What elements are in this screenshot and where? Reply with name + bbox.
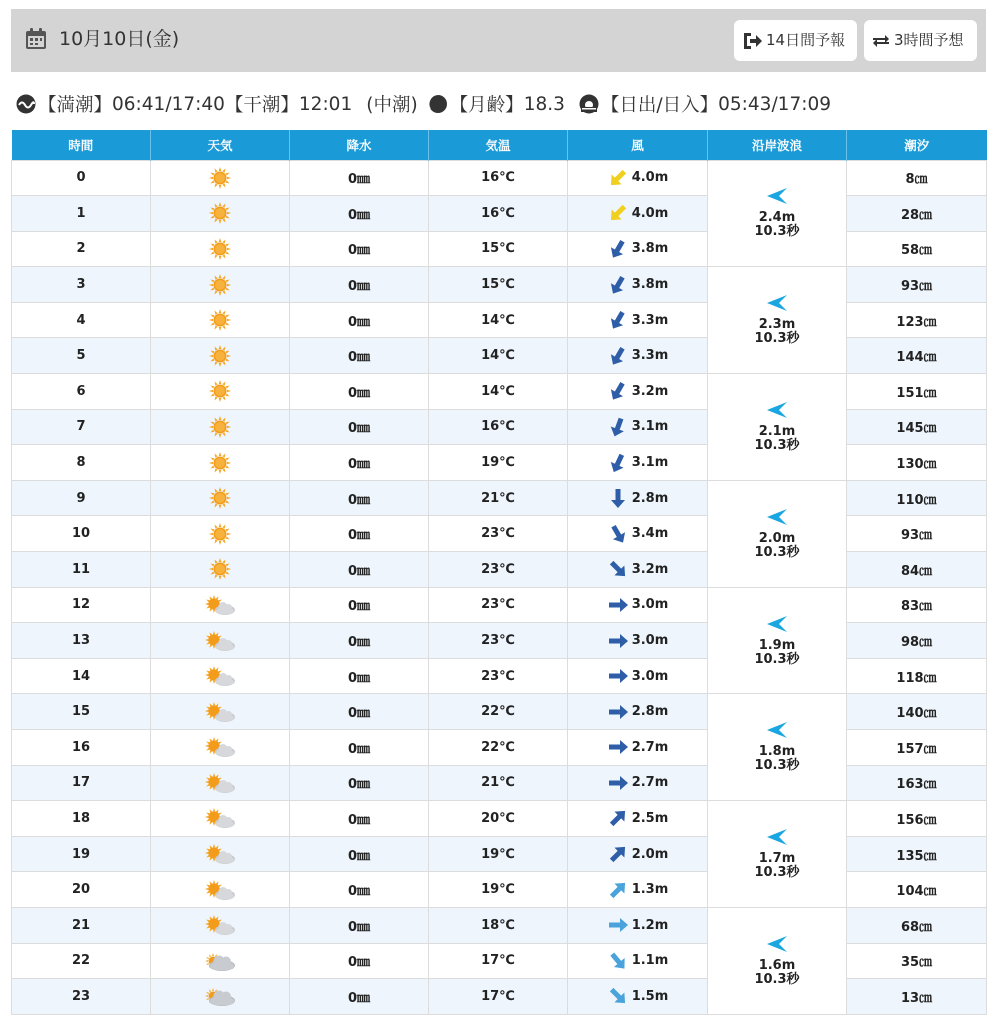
tide-wave-icon	[16, 94, 36, 114]
hour-cell: 15	[12, 694, 151, 730]
hour-cell: 17	[12, 765, 151, 801]
weather-cell	[151, 196, 290, 232]
temp-cell: 14℃	[429, 338, 568, 374]
sunny-icon	[209, 452, 231, 474]
weather-cell	[151, 801, 290, 837]
wave-period: 10.3秒	[754, 758, 800, 774]
hour-cell: 23	[12, 979, 151, 1015]
wave-cell	[708, 267, 847, 374]
partly-cloudy-icon	[204, 772, 236, 794]
wave-height: 1.9m	[758, 637, 796, 653]
precip-cell: 0㎜	[290, 409, 429, 445]
precip-cell: 0㎜	[290, 694, 429, 730]
wave-direction-icon	[766, 828, 788, 846]
hour-cell: 21	[12, 907, 151, 943]
weather-cell	[151, 623, 290, 659]
wind-speed: 3.1m	[631, 455, 669, 471]
wind-speed: 3.3m	[631, 312, 669, 328]
wind-direction-icon	[607, 701, 629, 723]
hour-cell: 9	[12, 480, 151, 516]
hour-cell: 1	[12, 196, 151, 232]
wave-height: 1.8m	[758, 744, 796, 760]
wave-height: 2.4m	[758, 210, 796, 226]
sunny-icon	[209, 274, 231, 296]
wave-cell	[708, 907, 847, 1014]
wind-speed: 3.3m	[631, 348, 669, 364]
weather-cell	[151, 907, 290, 943]
weather-cell	[151, 231, 290, 267]
wind-speed: 2.7m	[631, 775, 669, 791]
wind-speed: 1.5m	[631, 988, 669, 1004]
temp-cell: 23℃	[429, 516, 568, 552]
wave-direction-icon	[766, 294, 788, 312]
hour-cell: 19	[12, 836, 151, 872]
weather-cell	[151, 730, 290, 766]
sunny-icon	[209, 345, 231, 367]
weather-cell	[151, 302, 290, 338]
wind-cell	[568, 765, 708, 801]
wind-cell	[568, 480, 708, 516]
wind-speed: 3.8m	[631, 277, 669, 293]
calendar-icon	[25, 28, 47, 50]
hour-cell: 6	[12, 374, 151, 410]
precip-cell: 0㎜	[290, 801, 429, 837]
wind-direction-icon	[607, 950, 629, 972]
moon-age-value: 18.3	[523, 93, 565, 115]
temp-cell: 21℃	[429, 765, 568, 801]
temp-cell: 19℃	[429, 872, 568, 908]
tide-cell: 156㎝	[847, 801, 987, 837]
precip-cell: 0㎜	[290, 836, 429, 872]
table-row	[12, 480, 987, 516]
temp-cell: 17℃	[429, 979, 568, 1015]
wind-direction-icon	[607, 452, 629, 474]
wind-direction-icon	[607, 879, 629, 901]
column-header-temp: 気温	[429, 130, 568, 160]
wave-direction-icon	[766, 508, 788, 526]
wave-direction-icon	[766, 401, 788, 419]
wind-cell	[568, 658, 708, 694]
tide-cell: 130㎝	[847, 445, 987, 481]
precip-cell: 0㎜	[290, 979, 429, 1015]
hour-cell: 5	[12, 338, 151, 374]
sunny-icon	[209, 167, 231, 189]
weather-cell	[151, 872, 290, 908]
wind-direction-icon	[607, 772, 629, 794]
precip-cell: 0㎜	[290, 872, 429, 908]
wave-cell	[708, 374, 847, 481]
wind-direction-icon	[607, 594, 629, 616]
temp-cell: 18℃	[429, 907, 568, 943]
wave-period: 10.3秒	[754, 331, 800, 347]
wind-cell	[568, 587, 708, 623]
high-tide-value: 06:41/17:40	[112, 93, 225, 115]
wind-speed: 3.2m	[631, 383, 669, 399]
column-header-tide: 潮汐	[847, 130, 987, 160]
precip-cell: 0㎜	[290, 267, 429, 303]
tide-cell: 68㎝	[847, 907, 987, 943]
tide-cell: 84㎝	[847, 552, 987, 588]
table-row	[12, 160, 987, 196]
tide-cell: 151㎝	[847, 374, 987, 410]
forecast-date: 10月10日(金)	[59, 28, 180, 50]
table-row	[12, 801, 987, 837]
temp-cell: 23℃	[429, 587, 568, 623]
sunny-icon	[209, 202, 231, 224]
wind-direction-icon	[607, 523, 629, 545]
partly-cloudy-icon	[204, 701, 236, 723]
wind-direction-icon	[607, 202, 629, 224]
wind-cell	[568, 409, 708, 445]
table-row	[12, 587, 987, 623]
temp-cell: 15℃	[429, 231, 568, 267]
wind-cell	[568, 694, 708, 730]
moon-phase-icon	[428, 94, 448, 114]
hour-cell: 12	[12, 587, 151, 623]
sign-out-icon	[742, 32, 762, 50]
wind-cell	[568, 872, 708, 908]
wind-speed: 2.8m	[631, 704, 669, 720]
temp-cell: 23℃	[429, 552, 568, 588]
wind-direction-icon	[607, 985, 629, 1007]
temp-cell: 15℃	[429, 267, 568, 303]
hour-cell: 18	[12, 801, 151, 837]
wind-speed: 3.1m	[631, 419, 669, 435]
temp-cell: 17℃	[429, 943, 568, 979]
tide-cell: 98㎝	[847, 623, 987, 659]
wind-cell	[568, 267, 708, 303]
column-header-weather: 天気	[151, 130, 290, 160]
weather-cell	[151, 445, 290, 481]
precip-cell: 0㎜	[290, 374, 429, 410]
tide-cell: 93㎝	[847, 516, 987, 552]
precip-cell: 0㎜	[290, 623, 429, 659]
cloudy-icon	[204, 950, 236, 972]
table-row	[12, 694, 987, 730]
tide-cell: 118㎝	[847, 658, 987, 694]
high-tide-label: 【満潮】	[38, 95, 113, 116]
wind-speed: 1.2m	[631, 917, 669, 933]
wave-period: 10.3秒	[754, 971, 800, 987]
wind-speed: 2.8m	[631, 490, 669, 506]
wind-direction-icon	[607, 238, 629, 260]
hour-cell: 4	[12, 302, 151, 338]
3-hour-forecast-label: 3時間予想	[894, 31, 964, 49]
tide-cell: 157㎝	[847, 730, 987, 766]
partly-cloudy-icon	[204, 594, 236, 616]
weather-cell	[151, 374, 290, 410]
sunny-icon	[209, 558, 231, 580]
wind-direction-icon	[607, 558, 629, 580]
table-row	[12, 267, 987, 303]
wave-cell	[708, 801, 847, 908]
partly-cloudy-icon	[204, 665, 236, 687]
precip-cell: 0㎜	[290, 516, 429, 552]
low-tide-label: 【干潮】	[224, 95, 299, 116]
wind-speed: 2.7m	[631, 739, 669, 755]
temp-cell: 14℃	[429, 374, 568, 410]
weather-cell	[151, 338, 290, 374]
sunny-icon	[209, 309, 231, 331]
tide-cell: 110㎝	[847, 480, 987, 516]
wave-height: 2.0m	[758, 530, 796, 546]
hour-cell: 8	[12, 445, 151, 481]
weather-cell	[151, 836, 290, 872]
weather-cell	[151, 765, 290, 801]
wind-cell	[568, 836, 708, 872]
wind-cell	[568, 979, 708, 1015]
hour-cell: 0	[12, 160, 151, 196]
wave-period: 10.3秒	[754, 224, 800, 240]
hour-cell: 2	[12, 231, 151, 267]
wind-cell	[568, 552, 708, 588]
wind-cell	[568, 338, 708, 374]
temp-cell: 19℃	[429, 836, 568, 872]
wave-period: 10.3秒	[754, 651, 800, 667]
tide-cell: 93㎝	[847, 267, 987, 303]
temp-cell: 16℃	[429, 196, 568, 232]
hourly-forecast-table	[11, 130, 987, 1015]
wave-direction-icon	[766, 615, 788, 633]
temp-cell: 21℃	[429, 480, 568, 516]
tide-cell: 8㎝	[847, 160, 987, 196]
wave-cell	[708, 694, 847, 801]
wave-direction-icon	[766, 721, 788, 739]
wind-speed: 4.0m	[631, 205, 669, 221]
partly-cloudy-icon	[204, 843, 236, 865]
temp-cell: 20℃	[429, 801, 568, 837]
exchange-icon	[872, 32, 890, 50]
wind-direction-icon	[607, 167, 629, 189]
hour-cell: 3	[12, 267, 151, 303]
wind-direction-icon	[607, 274, 629, 296]
wind-speed: 3.0m	[631, 633, 669, 649]
wind-cell	[568, 623, 708, 659]
wave-period: 10.3秒	[754, 544, 800, 560]
temp-cell: 23℃	[429, 658, 568, 694]
table-row	[12, 374, 987, 410]
wind-cell	[568, 801, 708, 837]
partly-cloudy-icon	[204, 914, 236, 936]
sunny-icon	[209, 416, 231, 438]
hour-cell: 11	[12, 552, 151, 588]
tide-info-bar	[16, 90, 986, 118]
wave-period: 10.3秒	[754, 437, 800, 453]
precip-cell: 0㎜	[290, 196, 429, 232]
temp-cell: 16℃	[429, 160, 568, 196]
tide-cell: 28㎝	[847, 196, 987, 232]
partly-cloudy-icon	[204, 879, 236, 901]
wind-speed: 3.8m	[631, 241, 669, 257]
column-header-wave: 沿岸波浪	[708, 130, 847, 160]
weather-cell	[151, 516, 290, 552]
wave-direction-icon	[766, 935, 788, 953]
sunrise-sunset-label: 【日出/日入】	[600, 95, 719, 116]
precip-cell: 0㎜	[290, 730, 429, 766]
precip-cell: 0㎜	[290, 445, 429, 481]
precip-cell: 0㎜	[290, 231, 429, 267]
weather-cell	[151, 267, 290, 303]
wind-direction-icon	[607, 665, 629, 687]
hour-cell: 16	[12, 730, 151, 766]
sunrise-sunset-value: 05:43/17:09	[718, 93, 831, 115]
tide-type: (中潮)	[366, 95, 418, 116]
wind-speed: 1.3m	[631, 882, 669, 898]
wind-cell	[568, 196, 708, 232]
wind-direction-icon	[607, 807, 629, 829]
wind-direction-icon	[607, 914, 629, 936]
temp-cell: 19℃	[429, 445, 568, 481]
cloudy-icon	[204, 985, 236, 1007]
low-tide-value: 12:01	[298, 93, 353, 115]
tide-cell: 104㎝	[847, 872, 987, 908]
hour-cell: 22	[12, 943, 151, 979]
tide-cell: 145㎝	[847, 409, 987, 445]
wind-speed: 4.0m	[631, 170, 669, 186]
wind-cell	[568, 160, 708, 196]
wave-height: 1.6m	[758, 957, 796, 973]
wave-height: 2.3m	[758, 317, 796, 333]
wind-speed: 2.5m	[631, 810, 669, 826]
precip-cell: 0㎜	[290, 552, 429, 588]
wave-period: 10.3秒	[754, 865, 800, 881]
wind-speed: 1.1m	[631, 953, 669, 969]
precip-cell: 0㎜	[290, 765, 429, 801]
sunrise-icon	[579, 94, 599, 114]
wind-cell	[568, 231, 708, 267]
wind-direction-icon	[607, 416, 629, 438]
14-day-forecast-label: 14日間予報	[766, 31, 846, 49]
wind-cell	[568, 943, 708, 979]
precip-cell: 0㎜	[290, 160, 429, 196]
weather-cell	[151, 552, 290, 588]
weather-cell	[151, 658, 290, 694]
weather-cell	[151, 943, 290, 979]
date-header-bar	[11, 9, 986, 72]
wind-direction-icon	[607, 345, 629, 367]
wave-cell	[708, 587, 847, 694]
wave-height: 2.1m	[758, 423, 796, 439]
temp-cell: 22℃	[429, 694, 568, 730]
wind-speed: 3.4m	[631, 526, 669, 542]
tide-cell: 144㎝	[847, 338, 987, 374]
moon-age-label: 【月齢】	[449, 95, 524, 116]
weather-cell	[151, 480, 290, 516]
hour-cell: 14	[12, 658, 151, 694]
wave-cell	[708, 160, 847, 267]
wind-cell	[568, 907, 708, 943]
14-day-forecast-button[interactable]	[734, 20, 857, 61]
sunny-icon	[209, 238, 231, 260]
tide-cell: 163㎝	[847, 765, 987, 801]
sunny-icon	[209, 523, 231, 545]
precip-cell: 0㎜	[290, 302, 429, 338]
wind-direction-icon	[607, 843, 629, 865]
temp-cell: 22℃	[429, 730, 568, 766]
weather-cell	[151, 979, 290, 1015]
wind-direction-icon	[607, 487, 629, 509]
precip-cell: 0㎜	[290, 943, 429, 979]
wind-cell	[568, 730, 708, 766]
tide-cell: 140㎝	[847, 694, 987, 730]
wind-direction-icon	[607, 736, 629, 758]
table-header-row	[12, 130, 987, 160]
wind-direction-icon	[607, 309, 629, 331]
wind-cell	[568, 516, 708, 552]
sunny-icon	[209, 380, 231, 402]
temp-cell: 23℃	[429, 623, 568, 659]
wave-height: 1.7m	[758, 851, 796, 867]
tide-cell: 58㎝	[847, 231, 987, 267]
precip-cell: 0㎜	[290, 658, 429, 694]
wind-speed: 3.2m	[631, 561, 669, 577]
tide-cell: 13㎝	[847, 979, 987, 1015]
wind-direction-icon	[607, 630, 629, 652]
tide-cell: 123㎝	[847, 302, 987, 338]
weather-cell	[151, 587, 290, 623]
wind-speed: 3.0m	[631, 597, 669, 613]
tide-cell: 35㎝	[847, 943, 987, 979]
wind-speed: 3.0m	[631, 668, 669, 684]
wind-cell	[568, 445, 708, 481]
wind-speed: 2.0m	[631, 846, 669, 862]
wind-cell	[568, 374, 708, 410]
tide-cell: 135㎝	[847, 836, 987, 872]
temp-cell: 16℃	[429, 409, 568, 445]
partly-cloudy-icon	[204, 630, 236, 652]
wind-direction-icon	[607, 380, 629, 402]
table-row	[12, 907, 987, 943]
wave-direction-icon	[766, 187, 788, 205]
weather-cell	[151, 160, 290, 196]
wave-cell	[708, 480, 847, 587]
3-hour-forecast-button[interactable]	[864, 20, 977, 61]
hour-cell: 10	[12, 516, 151, 552]
weather-cell	[151, 409, 290, 445]
precip-cell: 0㎜	[290, 907, 429, 943]
column-header-time: 時間	[12, 130, 151, 160]
partly-cloudy-icon	[204, 736, 236, 758]
column-header-precip: 降水	[290, 130, 429, 160]
column-header-wind: 風	[568, 130, 708, 160]
precip-cell: 0㎜	[290, 338, 429, 374]
hour-cell: 13	[12, 623, 151, 659]
precip-cell: 0㎜	[290, 587, 429, 623]
hour-cell: 7	[12, 409, 151, 445]
wind-cell	[568, 302, 708, 338]
tide-cell: 83㎝	[847, 587, 987, 623]
precip-cell: 0㎜	[290, 480, 429, 516]
partly-cloudy-icon	[204, 807, 236, 829]
weather-cell	[151, 694, 290, 730]
temp-cell: 14℃	[429, 302, 568, 338]
hour-cell: 20	[12, 872, 151, 908]
sunny-icon	[209, 487, 231, 509]
